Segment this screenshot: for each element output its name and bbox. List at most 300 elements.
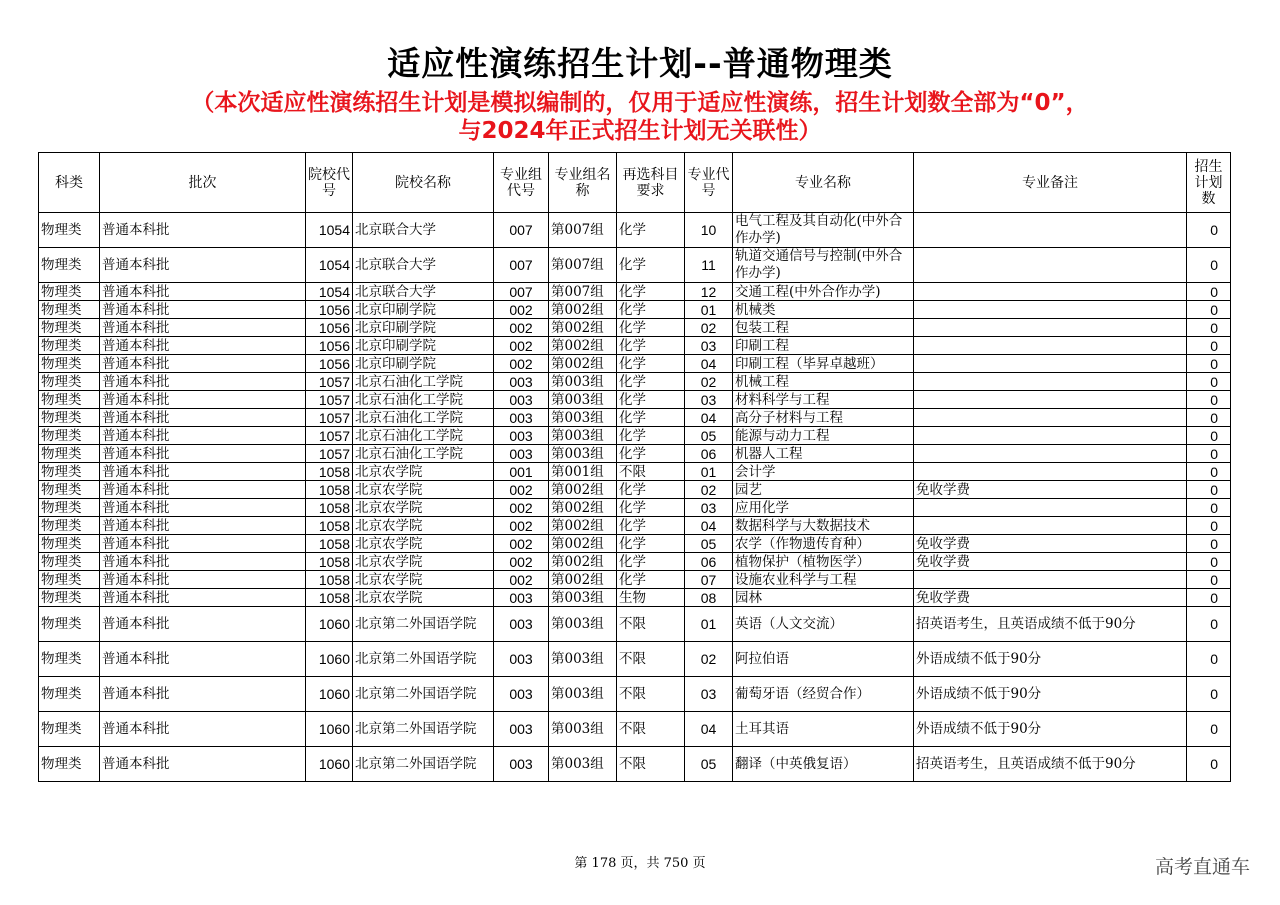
cell-subject-requirement: 化学 <box>617 409 685 427</box>
cell-group-code: 003 <box>494 445 549 463</box>
cell-category: 物理类 <box>39 409 100 427</box>
cell-school-name: 北京第二外国语学院 <box>353 607 494 642</box>
cell-major-name: 设施农业科学与工程 <box>733 571 914 589</box>
cell-major-remark: 免收学费 <box>914 535 1187 553</box>
cell-school-name: 北京第二外国语学院 <box>353 642 494 677</box>
cell-major-remark <box>914 409 1187 427</box>
cell-major-name: 园林 <box>733 589 914 607</box>
cell-major-name: 能源与动力工程 <box>733 427 914 445</box>
cell-batch: 普通本科批 <box>100 391 306 409</box>
cell-major-name: 会计学 <box>733 463 914 481</box>
cell-major-name: 材料科学与工程 <box>733 391 914 409</box>
cell-subject-requirement: 化学 <box>617 571 685 589</box>
cell-school-code: 1060 <box>306 642 353 677</box>
table-row <box>39 445 1231 463</box>
cell-major-code: 08 <box>685 589 733 607</box>
cell-major-name: 机械类 <box>733 301 914 319</box>
notice-line-1: （本次适应性演练招生计划是模拟编制的，仅用于适应性演练，招生计划数全部为“0”， <box>191 90 1089 116</box>
table-row <box>39 571 1231 589</box>
table-row <box>39 373 1231 391</box>
table-row <box>39 517 1231 535</box>
cell-subject-requirement: 化学 <box>617 301 685 319</box>
cell-plan-count: 0 <box>1187 427 1231 445</box>
table-row <box>39 213 1231 248</box>
cell-group-name: 第002组 <box>549 517 617 535</box>
cell-school-code: 1058 <box>306 553 353 571</box>
cell-major-name: 机器人工程 <box>733 445 914 463</box>
cell-major-code: 02 <box>685 642 733 677</box>
cell-category: 物理类 <box>39 319 100 337</box>
cell-category: 物理类 <box>39 607 100 642</box>
cell-school-code: 1058 <box>306 481 353 499</box>
cell-major-code: 03 <box>685 337 733 355</box>
cell-major-code: 05 <box>685 747 733 782</box>
cell-school-name: 北京石油化工学院 <box>353 409 494 427</box>
cell-group-name: 第007组 <box>549 213 617 248</box>
cell-category: 物理类 <box>39 445 100 463</box>
cell-batch: 普通本科批 <box>100 248 306 283</box>
cell-batch: 普通本科批 <box>100 283 306 301</box>
table-row <box>39 248 1231 283</box>
cell-group-name: 第007组 <box>549 283 617 301</box>
table-row <box>39 355 1231 373</box>
cell-major-name: 园艺 <box>733 481 914 499</box>
table-row <box>39 301 1231 319</box>
cell-major-name: 应用化学 <box>733 499 914 517</box>
cell-category: 物理类 <box>39 571 100 589</box>
cell-major-remark: 免收学费 <box>914 589 1187 607</box>
cell-major-remark: 免收学费 <box>914 553 1187 571</box>
cell-group-name: 第003组 <box>549 409 617 427</box>
cell-school-name: 北京石油化工学院 <box>353 391 494 409</box>
cell-group-code: 002 <box>494 499 549 517</box>
cell-batch: 普通本科批 <box>100 499 306 517</box>
cell-plan-count: 0 <box>1187 747 1231 782</box>
cell-group-name: 第002组 <box>549 481 617 499</box>
cell-major-remark <box>914 373 1187 391</box>
cell-group-name: 第002组 <box>549 355 617 373</box>
cell-major-remark: 招英语考生，且英语成绩不低于90分 <box>914 747 1187 782</box>
cell-batch: 普通本科批 <box>100 409 306 427</box>
cell-group-code: 003 <box>494 747 549 782</box>
cell-group-name: 第002组 <box>549 553 617 571</box>
cell-plan-count: 0 <box>1187 589 1231 607</box>
cell-category: 物理类 <box>39 213 100 248</box>
cell-batch: 普通本科批 <box>100 589 306 607</box>
cell-group-code: 002 <box>494 301 549 319</box>
cell-school-code: 1057 <box>306 409 353 427</box>
cell-subject-requirement: 化学 <box>617 319 685 337</box>
cell-group-name: 第003组 <box>549 747 617 782</box>
cell-subject-requirement: 不限 <box>617 463 685 481</box>
cell-school-code: 1057 <box>306 373 353 391</box>
table-row <box>39 283 1231 301</box>
cell-group-name: 第003组 <box>549 391 617 409</box>
cell-group-code: 003 <box>494 373 549 391</box>
page-title: 适应性演练招生计划--普通物理类 <box>387 44 893 83</box>
cell-group-name: 第003组 <box>549 373 617 391</box>
cell-school-code: 1060 <box>306 677 353 712</box>
cell-category: 物理类 <box>39 427 100 445</box>
cell-group-name: 第002组 <box>549 301 617 319</box>
enrollment-plan-table <box>38 152 1231 782</box>
cell-major-remark <box>914 427 1187 445</box>
cell-category: 物理类 <box>39 589 100 607</box>
cell-subject-requirement: 化学 <box>617 535 685 553</box>
cell-group-name: 第002组 <box>549 319 617 337</box>
cell-major-name: 农学（作物遗传育种） <box>733 535 914 553</box>
cell-school-name: 北京农学院 <box>353 589 494 607</box>
cell-plan-count: 0 <box>1187 677 1231 712</box>
table-header-row <box>39 153 1231 213</box>
cell-major-name: 交通工程(中外合作办学) <box>733 283 914 301</box>
header-school-name: 院校名称 <box>353 153 494 213</box>
cell-category: 物理类 <box>39 463 100 481</box>
table-row <box>39 607 1231 642</box>
cell-school-code: 1054 <box>306 248 353 283</box>
cell-group-code: 002 <box>494 355 549 373</box>
cell-group-code: 007 <box>494 213 549 248</box>
cell-plan-count: 0 <box>1187 553 1231 571</box>
cell-school-name: 北京农学院 <box>353 463 494 481</box>
cell-major-name: 高分子材料与工程 <box>733 409 914 427</box>
cell-school-name: 北京农学院 <box>353 481 494 499</box>
cell-category: 物理类 <box>39 712 100 747</box>
cell-major-remark <box>914 391 1187 409</box>
cell-plan-count: 0 <box>1187 481 1231 499</box>
cell-major-name: 电气工程及其自动化(中外合作办学) <box>733 213 914 248</box>
cell-plan-count: 0 <box>1187 642 1231 677</box>
cell-major-remark <box>914 283 1187 301</box>
cell-major-code: 07 <box>685 571 733 589</box>
cell-school-name: 北京联合大学 <box>353 213 494 248</box>
cell-major-code: 04 <box>685 712 733 747</box>
table-row <box>39 589 1231 607</box>
cell-plan-count: 0 <box>1187 301 1231 319</box>
cell-major-remark <box>914 337 1187 355</box>
cell-school-code: 1057 <box>306 427 353 445</box>
cell-major-code: 12 <box>685 283 733 301</box>
cell-school-code: 1056 <box>306 301 353 319</box>
cell-plan-count: 0 <box>1187 409 1231 427</box>
cell-major-name: 阿拉伯语 <box>733 642 914 677</box>
cell-major-remark <box>914 355 1187 373</box>
cell-group-code: 002 <box>494 553 549 571</box>
cell-category: 物理类 <box>39 677 100 712</box>
cell-batch: 普通本科批 <box>100 607 306 642</box>
cell-major-code: 02 <box>685 319 733 337</box>
cell-group-code: 003 <box>494 642 549 677</box>
cell-school-code: 1057 <box>306 445 353 463</box>
cell-plan-count: 0 <box>1187 607 1231 642</box>
cell-major-remark <box>914 517 1187 535</box>
cell-plan-count: 0 <box>1187 213 1231 248</box>
cell-group-code: 003 <box>494 712 549 747</box>
cell-major-remark <box>914 571 1187 589</box>
cell-group-code: 003 <box>494 589 549 607</box>
cell-school-code: 1056 <box>306 319 353 337</box>
cell-group-code: 001 <box>494 463 549 481</box>
cell-subject-requirement: 不限 <box>617 712 685 747</box>
cell-batch: 普通本科批 <box>100 677 306 712</box>
cell-group-name: 第003组 <box>549 445 617 463</box>
cell-major-code: 02 <box>685 373 733 391</box>
cell-major-code: 06 <box>685 553 733 571</box>
cell-school-name: 北京联合大学 <box>353 248 494 283</box>
table-row <box>39 553 1231 571</box>
cell-school-code: 1054 <box>306 213 353 248</box>
cell-group-name: 第002组 <box>549 535 617 553</box>
cell-subject-requirement: 化学 <box>617 355 685 373</box>
cell-group-code: 002 <box>494 535 549 553</box>
page-footer: 第 178 页，共 750 页 <box>574 856 706 871</box>
cell-subject-requirement: 不限 <box>617 607 685 642</box>
cell-batch: 普通本科批 <box>100 571 306 589</box>
cell-group-code: 002 <box>494 571 549 589</box>
cell-category: 物理类 <box>39 535 100 553</box>
cell-batch: 普通本科批 <box>100 535 306 553</box>
cell-school-name: 北京石油化工学院 <box>353 445 494 463</box>
cell-major-remark: 免收学费 <box>914 481 1187 499</box>
cell-school-name: 北京第二外国语学院 <box>353 747 494 782</box>
cell-school-name: 北京印刷学院 <box>353 301 494 319</box>
cell-major-code: 05 <box>685 535 733 553</box>
cell-major-code: 01 <box>685 607 733 642</box>
cell-batch: 普通本科批 <box>100 553 306 571</box>
table-row <box>39 463 1231 481</box>
cell-major-remark <box>914 499 1187 517</box>
cell-group-name: 第002组 <box>549 337 617 355</box>
cell-school-code: 1060 <box>306 607 353 642</box>
table-row <box>39 391 1231 409</box>
cell-group-code: 007 <box>494 283 549 301</box>
cell-subject-requirement: 化学 <box>617 248 685 283</box>
table-row <box>39 747 1231 782</box>
cell-batch: 普通本科批 <box>100 463 306 481</box>
cell-category: 物理类 <box>39 248 100 283</box>
cell-group-code: 002 <box>494 481 549 499</box>
cell-group-code: 003 <box>494 427 549 445</box>
cell-category: 物理类 <box>39 373 100 391</box>
cell-group-name: 第002组 <box>549 499 617 517</box>
header-school-code: 院校代号 <box>306 153 353 213</box>
cell-subject-requirement: 化学 <box>617 553 685 571</box>
cell-major-code: 03 <box>685 677 733 712</box>
cell-category: 物理类 <box>39 337 100 355</box>
table-row <box>39 677 1231 712</box>
cell-group-name: 第003组 <box>549 712 617 747</box>
cell-group-code: 002 <box>494 517 549 535</box>
cell-plan-count: 0 <box>1187 248 1231 283</box>
cell-major-remark: 外语成绩不低于90分 <box>914 642 1187 677</box>
cell-major-name: 机械工程 <box>733 373 914 391</box>
cell-plan-count: 0 <box>1187 337 1231 355</box>
header-plan-count: 招生计划数 <box>1187 153 1231 213</box>
cell-subject-requirement: 化学 <box>617 427 685 445</box>
cell-subject-requirement: 化学 <box>617 517 685 535</box>
cell-plan-count: 0 <box>1187 535 1231 553</box>
cell-group-name: 第001组 <box>549 463 617 481</box>
cell-school-code: 1060 <box>306 712 353 747</box>
cell-school-name: 北京农学院 <box>353 499 494 517</box>
cell-school-name: 北京农学院 <box>353 535 494 553</box>
cell-plan-count: 0 <box>1187 391 1231 409</box>
cell-group-name: 第003组 <box>549 589 617 607</box>
cell-school-code: 1058 <box>306 463 353 481</box>
cell-subject-requirement: 不限 <box>617 677 685 712</box>
cell-school-name: 北京联合大学 <box>353 283 494 301</box>
cell-plan-count: 0 <box>1187 355 1231 373</box>
cell-subject-requirement: 化学 <box>617 373 685 391</box>
cell-major-code: 03 <box>685 499 733 517</box>
cell-major-code: 04 <box>685 409 733 427</box>
table-row <box>39 535 1231 553</box>
cell-subject-requirement: 化学 <box>617 283 685 301</box>
cell-batch: 普通本科批 <box>100 213 306 248</box>
cell-batch: 普通本科批 <box>100 337 306 355</box>
cell-major-remark <box>914 301 1187 319</box>
cell-group-code: 002 <box>494 319 549 337</box>
cell-school-name: 北京印刷学院 <box>353 337 494 355</box>
cell-major-name: 英语（人文交流） <box>733 607 914 642</box>
cell-batch: 普通本科批 <box>100 427 306 445</box>
cell-plan-count: 0 <box>1187 499 1231 517</box>
cell-school-code: 1057 <box>306 391 353 409</box>
cell-subject-requirement: 不限 <box>617 642 685 677</box>
header-major-name: 专业名称 <box>733 153 914 213</box>
table-row <box>39 427 1231 445</box>
brand-logo: 高考直通车 <box>1154 856 1250 878</box>
cell-category: 物理类 <box>39 481 100 499</box>
cell-major-name: 印刷工程（毕昇卓越班） <box>733 355 914 373</box>
cell-category: 物理类 <box>39 499 100 517</box>
header-major-code: 专业代号 <box>685 153 733 213</box>
cell-batch: 普通本科批 <box>100 712 306 747</box>
cell-major-code: 10 <box>685 213 733 248</box>
cell-plan-count: 0 <box>1187 445 1231 463</box>
cell-major-code: 06 <box>685 445 733 463</box>
table-row <box>39 409 1231 427</box>
header-group-code: 专业组代号 <box>494 153 549 213</box>
header-category: 科类 <box>39 153 100 213</box>
cell-batch: 普通本科批 <box>100 642 306 677</box>
cell-major-name: 印刷工程 <box>733 337 914 355</box>
cell-batch: 普通本科批 <box>100 319 306 337</box>
cell-school-code: 1058 <box>306 571 353 589</box>
cell-school-name: 北京第二外国语学院 <box>353 677 494 712</box>
cell-group-name: 第003组 <box>549 607 617 642</box>
cell-school-name: 北京印刷学院 <box>353 355 494 373</box>
notice-line-2: 与2024年正式招生计划无关联性） <box>458 118 822 144</box>
cell-category: 物理类 <box>39 517 100 535</box>
cell-category: 物理类 <box>39 553 100 571</box>
cell-category: 物理类 <box>39 391 100 409</box>
table-row <box>39 642 1231 677</box>
table-row <box>39 319 1231 337</box>
cell-batch: 普通本科批 <box>100 517 306 535</box>
cell-major-code: 04 <box>685 517 733 535</box>
table-row <box>39 499 1231 517</box>
table-row <box>39 337 1231 355</box>
header-subject-requirement: 再选科目要求 <box>617 153 685 213</box>
cell-group-code: 002 <box>494 337 549 355</box>
cell-major-code: 01 <box>685 301 733 319</box>
cell-school-code: 1058 <box>306 499 353 517</box>
cell-major-code: 03 <box>685 391 733 409</box>
cell-major-name: 土耳其语 <box>733 712 914 747</box>
table-row <box>39 712 1231 747</box>
cell-category: 物理类 <box>39 301 100 319</box>
cell-category: 物理类 <box>39 355 100 373</box>
cell-group-code: 003 <box>494 677 549 712</box>
cell-school-name: 北京农学院 <box>353 553 494 571</box>
cell-major-remark <box>914 213 1187 248</box>
cell-major-remark <box>914 248 1187 283</box>
cell-school-code: 1056 <box>306 355 353 373</box>
cell-subject-requirement: 化学 <box>617 213 685 248</box>
cell-group-name: 第003组 <box>549 677 617 712</box>
cell-group-name: 第003组 <box>549 642 617 677</box>
cell-subject-requirement: 不限 <box>617 747 685 782</box>
cell-school-name: 北京印刷学院 <box>353 319 494 337</box>
cell-group-code: 003 <box>494 409 549 427</box>
header-batch: 批次 <box>100 153 306 213</box>
cell-subject-requirement: 化学 <box>617 337 685 355</box>
cell-batch: 普通本科批 <box>100 481 306 499</box>
cell-batch: 普通本科批 <box>100 445 306 463</box>
cell-category: 物理类 <box>39 283 100 301</box>
cell-major-code: 01 <box>685 463 733 481</box>
cell-plan-count: 0 <box>1187 517 1231 535</box>
cell-group-name: 第002组 <box>549 571 617 589</box>
cell-group-name: 第003组 <box>549 427 617 445</box>
cell-school-code: 1056 <box>306 337 353 355</box>
cell-group-name: 第007组 <box>549 248 617 283</box>
cell-plan-count: 0 <box>1187 463 1231 481</box>
cell-major-name: 翻译（中英俄复语） <box>733 747 914 782</box>
cell-subject-requirement: 化学 <box>617 391 685 409</box>
cell-plan-count: 0 <box>1187 319 1231 337</box>
cell-major-name: 轨道交通信号与控制(中外合作办学) <box>733 248 914 283</box>
cell-major-code: 04 <box>685 355 733 373</box>
cell-school-name: 北京农学院 <box>353 517 494 535</box>
header-group-name: 专业组名称 <box>549 153 617 213</box>
cell-batch: 普通本科批 <box>100 301 306 319</box>
cell-category: 物理类 <box>39 747 100 782</box>
cell-group-code: 003 <box>494 391 549 409</box>
cell-subject-requirement: 化学 <box>617 499 685 517</box>
cell-subject-requirement: 生物 <box>617 589 685 607</box>
cell-plan-count: 0 <box>1187 712 1231 747</box>
cell-major-name: 植物保护（植物医学） <box>733 553 914 571</box>
cell-school-code: 1058 <box>306 589 353 607</box>
cell-school-name: 北京农学院 <box>353 571 494 589</box>
cell-batch: 普通本科批 <box>100 373 306 391</box>
cell-major-code: 11 <box>685 248 733 283</box>
cell-major-name: 包装工程 <box>733 319 914 337</box>
cell-plan-count: 0 <box>1187 571 1231 589</box>
cell-major-remark <box>914 463 1187 481</box>
cell-batch: 普通本科批 <box>100 747 306 782</box>
cell-major-code: 02 <box>685 481 733 499</box>
cell-plan-count: 0 <box>1187 283 1231 301</box>
cell-major-remark: 外语成绩不低于90分 <box>914 677 1187 712</box>
cell-school-code: 1058 <box>306 535 353 553</box>
cell-school-name: 北京石油化工学院 <box>353 427 494 445</box>
cell-school-name: 北京第二外国语学院 <box>353 712 494 747</box>
header-major-remark: 专业备注 <box>914 153 1187 213</box>
cell-major-name: 数据科学与大数据技术 <box>733 517 914 535</box>
